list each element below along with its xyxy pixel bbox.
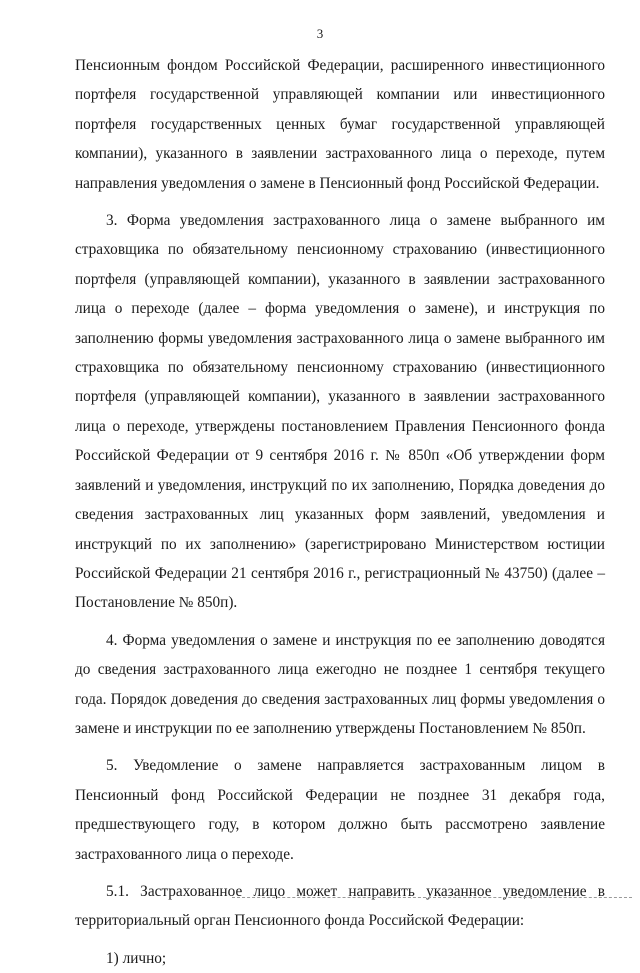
paragraph-item-4: 4. Форма уведомления о замене и инструкция по ее заполнению доводятся до сведения застрахованного лица ежегодно не позднее 1 сентября текущего года. Порядок доведения до сведения застрахованных лиц формы уведомления о замене и инструкции по ее заполнению утверждены Постановлением № 850п. bbox=[75, 631, 605, 737]
paragraph-item-5-1: 5.1. Застрахованное лицо может направить указанное уведомление в территориальный орган Пенсионного фонда Российской Федерации: bbox=[75, 882, 605, 930]
paragraph-item-3: 3. Форма уведомления застрахованного лица о замене выбранного им страховщика по обязательному пенсионному страхованию (инвестиционного портфеля (управляющей компании), указанного в заявлении застрахованного лица о переходе (далее – форма уведомления о замене), и инструкция по заполнению формы уведомления застрахованного лица о замене выбранного им страховщика по обязательному пенсионному страхованию (инвестиционного портфеля (управляющей компании), указанного в заявлении застрахованного лица о переходе, утверждены постановлением Правления Пенсионного фонда Российской Федерации от 9 сентября 2016 г. № 850п «Об утверждении форм заявлений и уведомления, инструкций по их заполнению, Порядка доведения до сведения застрахованных лиц указанных форм заявлений, уведомления и инструкций по их заполнению» (зарегистрировано Министерством юстиции Российской Федерации 21 сентября 2016 г., регистрационный № 43750) (далее – Постановление № 850п). bbox=[75, 212, 605, 612]
paragraph-item-5: 5. Уведомление о замене направляется застрахованным лицом в Пенсионный фонд Российской Федерации не позднее 31 декабря года, предшествующего году, в котором должно быть рассмотрено заявление застрахованного лица о переходе. bbox=[75, 757, 605, 863]
footer-rule bbox=[232, 897, 632, 898]
paragraph-continuation: Пенсионным фондом Российской Федерации, расширенного инвестиционного портфеля государственной управляющей компании или инвестиционного портфеля государственных ценных бумаг государственной управляющей компании), указанного в заявлении застрахованного лица о переходе, путем направления уведомления о замене в Пенсионный фонд Российской Федерации. bbox=[75, 57, 605, 192]
page-number: 3 bbox=[316, 26, 324, 41]
paragraph-subitem-1: 1) лично; bbox=[106, 949, 167, 967]
document-body bbox=[75, 51, 605, 973]
